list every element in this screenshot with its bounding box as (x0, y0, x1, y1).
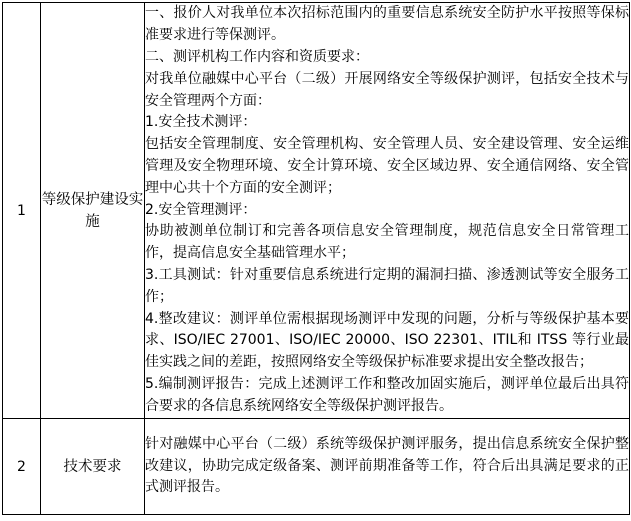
row-item-name: 等级保护建设实施 (41, 3, 145, 419)
content-paragraph: 针对融媒中心平台（二级）系统等级保护测评服务，提出信息系统安全保护整改建议，协助完成定级备案、测评前期准备等工作，符合后出具满足要求的正式测评报告。 (145, 435, 629, 496)
row-item-name: 技术要求 (41, 419, 145, 515)
row-number: 1 (3, 3, 41, 419)
row-content (145, 419, 630, 515)
content-paragraph: 2.安全管理测评： (145, 201, 257, 218)
content-paragraph: 对我单位融媒中心平台（二级）开展网络安全等级保护测评，包括安全技术与安全管理两个方面： (145, 70, 629, 109)
content-paragraph: 4.整改建议：测评单位需根据现场测评中发现的问题，分析与等级保护基本要求、ISO/IEC 27001、ISO/IEC 20000、ISO 22301、ITIL和 ITSS 等行业最佳实践之间的差距，按照网络安全等级保护标准要求提出安全整改报告； (145, 310, 629, 371)
content-paragraph: 协助被测单位制订和完善各项信息安全管理制度，规范信息安全日常管理工作，提高信息安全基础管理水平； (145, 223, 629, 262)
content-paragraph: 5.编制测评报告：完成上述测评工作和整改加固实施后，测评单位最后出具符合要求的各信息系统网络安全等级保护测评报告。 (145, 375, 629, 414)
table-row (3, 419, 630, 515)
content-paragraph: 一、报价人对我单位本次招标范围内的重要信息系统安全防护水平按照等保标准要求进行等保测评。 (145, 5, 629, 44)
content-paragraph: 二、测评机构工作内容和资质要求： (145, 49, 369, 66)
row-number: 2 (3, 419, 41, 515)
content-paragraph: 3.工具测试：针对重要信息系统进行定期的漏洞扫描、渗透测试等安全服务工作； (145, 266, 629, 305)
content-paragraph: 1.安全技术测评： (145, 114, 257, 131)
requirements-table (2, 2, 630, 515)
table-row (3, 3, 630, 419)
row-content (145, 3, 630, 419)
content-paragraph: 包括安全管理制度、安全管理机构、安全管理人员、安全建设管理、安全运维管理及安全物理环境、安全计算环境、安全区域边界、安全通信网络、安全管理中心共十个方面的安全测评； (145, 136, 629, 196)
